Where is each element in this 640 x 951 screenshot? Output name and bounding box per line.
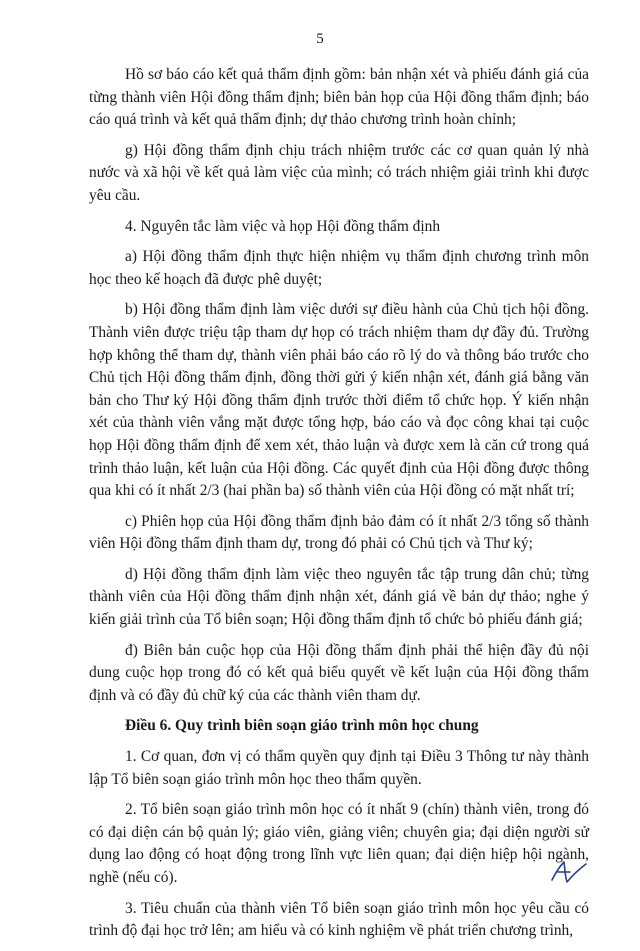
paragraph-b: b) Hội đồng thẩm định làm việc dưới sự điều hành của Chủ tịch hội đồng. Thành viên được triệu tập tham dự họp có trách nhiệm tham dự đầy đủ. Trường hợp không thể tham dự, thành viên phải báo cáo rõ lý do và thông báo trước cho Chủ tịch Hội đồng thẩm định, đồng thời gửi ý kiến nhận xét, đánh giá bằng văn bản cho Thư ký Hội đồng thẩm định trước thời điểm tổ chức họp. Ý kiến nhận xét của thành viên vắng mặt được tổng hợp, báo cáo và đọc công khai tại cuộc họp Hội đồng thẩm định để xem xét, thảo luận và được xem là căn cứ trong quá trình thảo luận, kết luận của Hội đồng. Các quyết định của Hội đồng được thông qua khi có ít nhất 2/3 (hai phần ba) số thành viên của Hội đồng có mặt nhất trí; [89,301,589,500]
paragraph-c: c) Phiên họp của Hội đồng thẩm định bảo đảm có ít nhất 2/3 tổng số thành viên Hội đồng thẩm định tham dự, trong đó phải có Chủ tịch và Thư ký; [89,512,589,553]
page-number: 5 [316,31,324,47]
paragraph-d: d) Hội đồng thẩm định làm việc theo nguyên tắc tập trung dân chủ; từng thành viên của Hội đồng thẩm định nhận xét, đánh giá về bản dự thảo; nghe ý kiến giải trình của Tổ biên soạn; Hội đồng thẩm định tổ chức bỏ phiếu đánh giá; [89,565,589,629]
handwritten-initial-icon [546,858,590,886]
paragraph-1: 1. Cơ quan, đơn vị có thẩm quyền quy định tại Điều 3 Thông tư này thành lập Tổ biên soạn giáo trình môn học theo thẩm quyền. [89,748,589,788]
article-6-heading: Điều 6. Quy trình biên soạn giáo trình môn học chung [125,717,479,735]
paragraph-dd: đ) Biên bản cuộc họp của Hội đồng thẩm định phải thể hiện đầy đủ nội dung cuộc họp trong đó có kết quả biểu quyết về kết luận của Hội đồng thẩm định và có đầy đủ chữ ký của các thành viên tham dự. [89,641,589,704]
paragraph-a: a) Hội đồng thẩm định thực hiện nhiệm vụ thẩm định chương trình môn học theo kế hoạch đã được phê duyệt; [89,248,589,288]
paragraph-g: g) Hội đồng thẩm định chịu trách nhiệm trước các cơ quan quản lý nhà nước và xã hội về kết quả làm việc của mình; có trách nhiệm giải trình khi được yêu cầu. [89,141,589,204]
document-body [89,64,589,951]
paragraph-2: 2. Tổ biên soạn giáo trình môn học có ít nhất 9 (chín) thành viên, trong đó có đại diện cán bộ quản lý; giáo viên, giảng viên; chuyên gia; đại diện người sử dụng lao động có hoạt động trong lĩnh vực liên quan; đại diện hiệp hội ngành, nghề (nếu có). [89,801,589,886]
paragraph-3: 3. Tiêu chuẩn của thành viên Tổ biên soạn giáo trình môn học yêu cầu có trình độ đại học trở lên; am hiểu và có kinh nghiệm về phát triển chương trình, [89,899,589,940]
paragraph-section-4: 4. Nguyên tắc làm việc và họp Hội đồng thẩm định [125,217,441,235]
paragraph-dossier: Hồ sơ báo cáo kết quả thẩm định gồm: bản nhận xét và phiếu đánh giá của từng thành viên Hội đồng thẩm định; biên bản họp của Hội đồng thẩm định; báo cáo quá trình và kết quả thẩm định; dự thảo chương trình hoàn chỉnh; [89,66,589,129]
